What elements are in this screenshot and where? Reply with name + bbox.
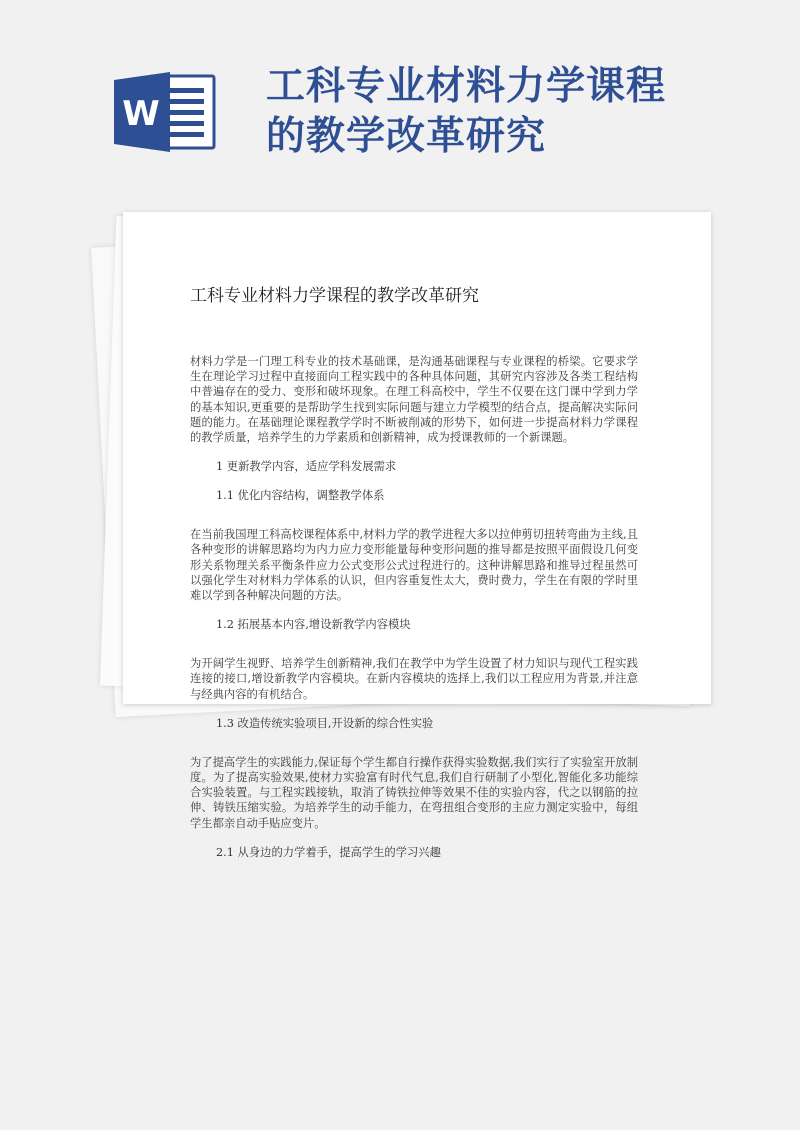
document-title: 工科专业材料力学课程的教学改革研究 <box>190 286 479 306</box>
word-logo-letter: W <box>122 94 160 134</box>
banner-title-line2: 的教学改革研究 <box>266 114 547 159</box>
section-heading: 1.2 拓展基本内容,增设新教学内容模块 <box>216 618 411 632</box>
section-heading: 2.1 从身边的力学着手，提高学生的学习兴趣 <box>216 845 441 859</box>
section-heading: 1 更新教学内容，适应学科发展需求 <box>216 460 397 474</box>
word-document-icon <box>112 70 216 154</box>
body-paragraph: 材料力学是一门理工科专业的技术基础课，是沟通基础课程与专业课程的桥梁。它要求学生在理论学习过程中直接面向工程实践中的各种具体问题，其研究内容涉及各类工程结构中普遍存在的受力、变形和破坏现象。在理工科高校中，学生不仅要在这门课中学到力学的基本知识,更重要的是帮助学生找到实际问题与建立力学模型的结合点，提高解决实际问题的能力。在基础理论课程教学学时不断被削减的形势下，如何进一步提高材料力学课程的教学质量，培养学生的力学素质和创新精神，成为授课教师的一个新课题。 <box>190 355 638 445</box>
document-page <box>123 212 711 859</box>
section-heading: 1.1 优化内容结构，调整教学体系 <box>216 489 385 503</box>
section-heading: 1.3 改造传统实验项目,开设新的综合性实验 <box>216 716 434 730</box>
body-paragraph: 为了提高学生的实践能力,保证每个学生都自行操作获得实验数据,我们实行了实验室开放制度。为了提高实验效果,使材力实验富有时代气息,我们自行研制了小型化,智能化多功能综合实验装置。与工程实践接轨，取消了铸铁拉伸等效果不佳的实验内容，代之以钢筋的拉伸、铸铁压缩实验。为培养学生的动手能力，在弯扭组合变形的主应力测定实验中，每组学生都亲自动手贴应变片。 <box>190 755 638 830</box>
body-paragraph: 为开阔学生视野、培养学生创新精神,我们在教学中为学生设置了材力知识与现代工程实践连接的接口,增设新教学内容模块。在新内容模块的选择上,我们以工程应用为背景,并注意与经典内容的有机结合。 <box>190 657 638 701</box>
banner-title <box>266 62 746 162</box>
document-body <box>190 284 638 874</box>
body-paragraph: 在当前我国理工科高校课程体系中,材料力学的教学进程大多以拉伸剪切扭转弯曲为主线,且各种变形的讲解思路均为内力应力变形能量每种变形问题的推导都是按照平面假设几何变形关系物理关系平衡条件应力公式变形公式过程进行的。这种讲解思路和推导过程虽然可以强化学生对材料力学体系的认识，但内容重复性太大，费时费力，学生在有限的学时里难以学到各种解决问题的方法。 <box>190 528 638 603</box>
banner-title-line1: 工科专业材料力学课程 <box>266 64 667 109</box>
